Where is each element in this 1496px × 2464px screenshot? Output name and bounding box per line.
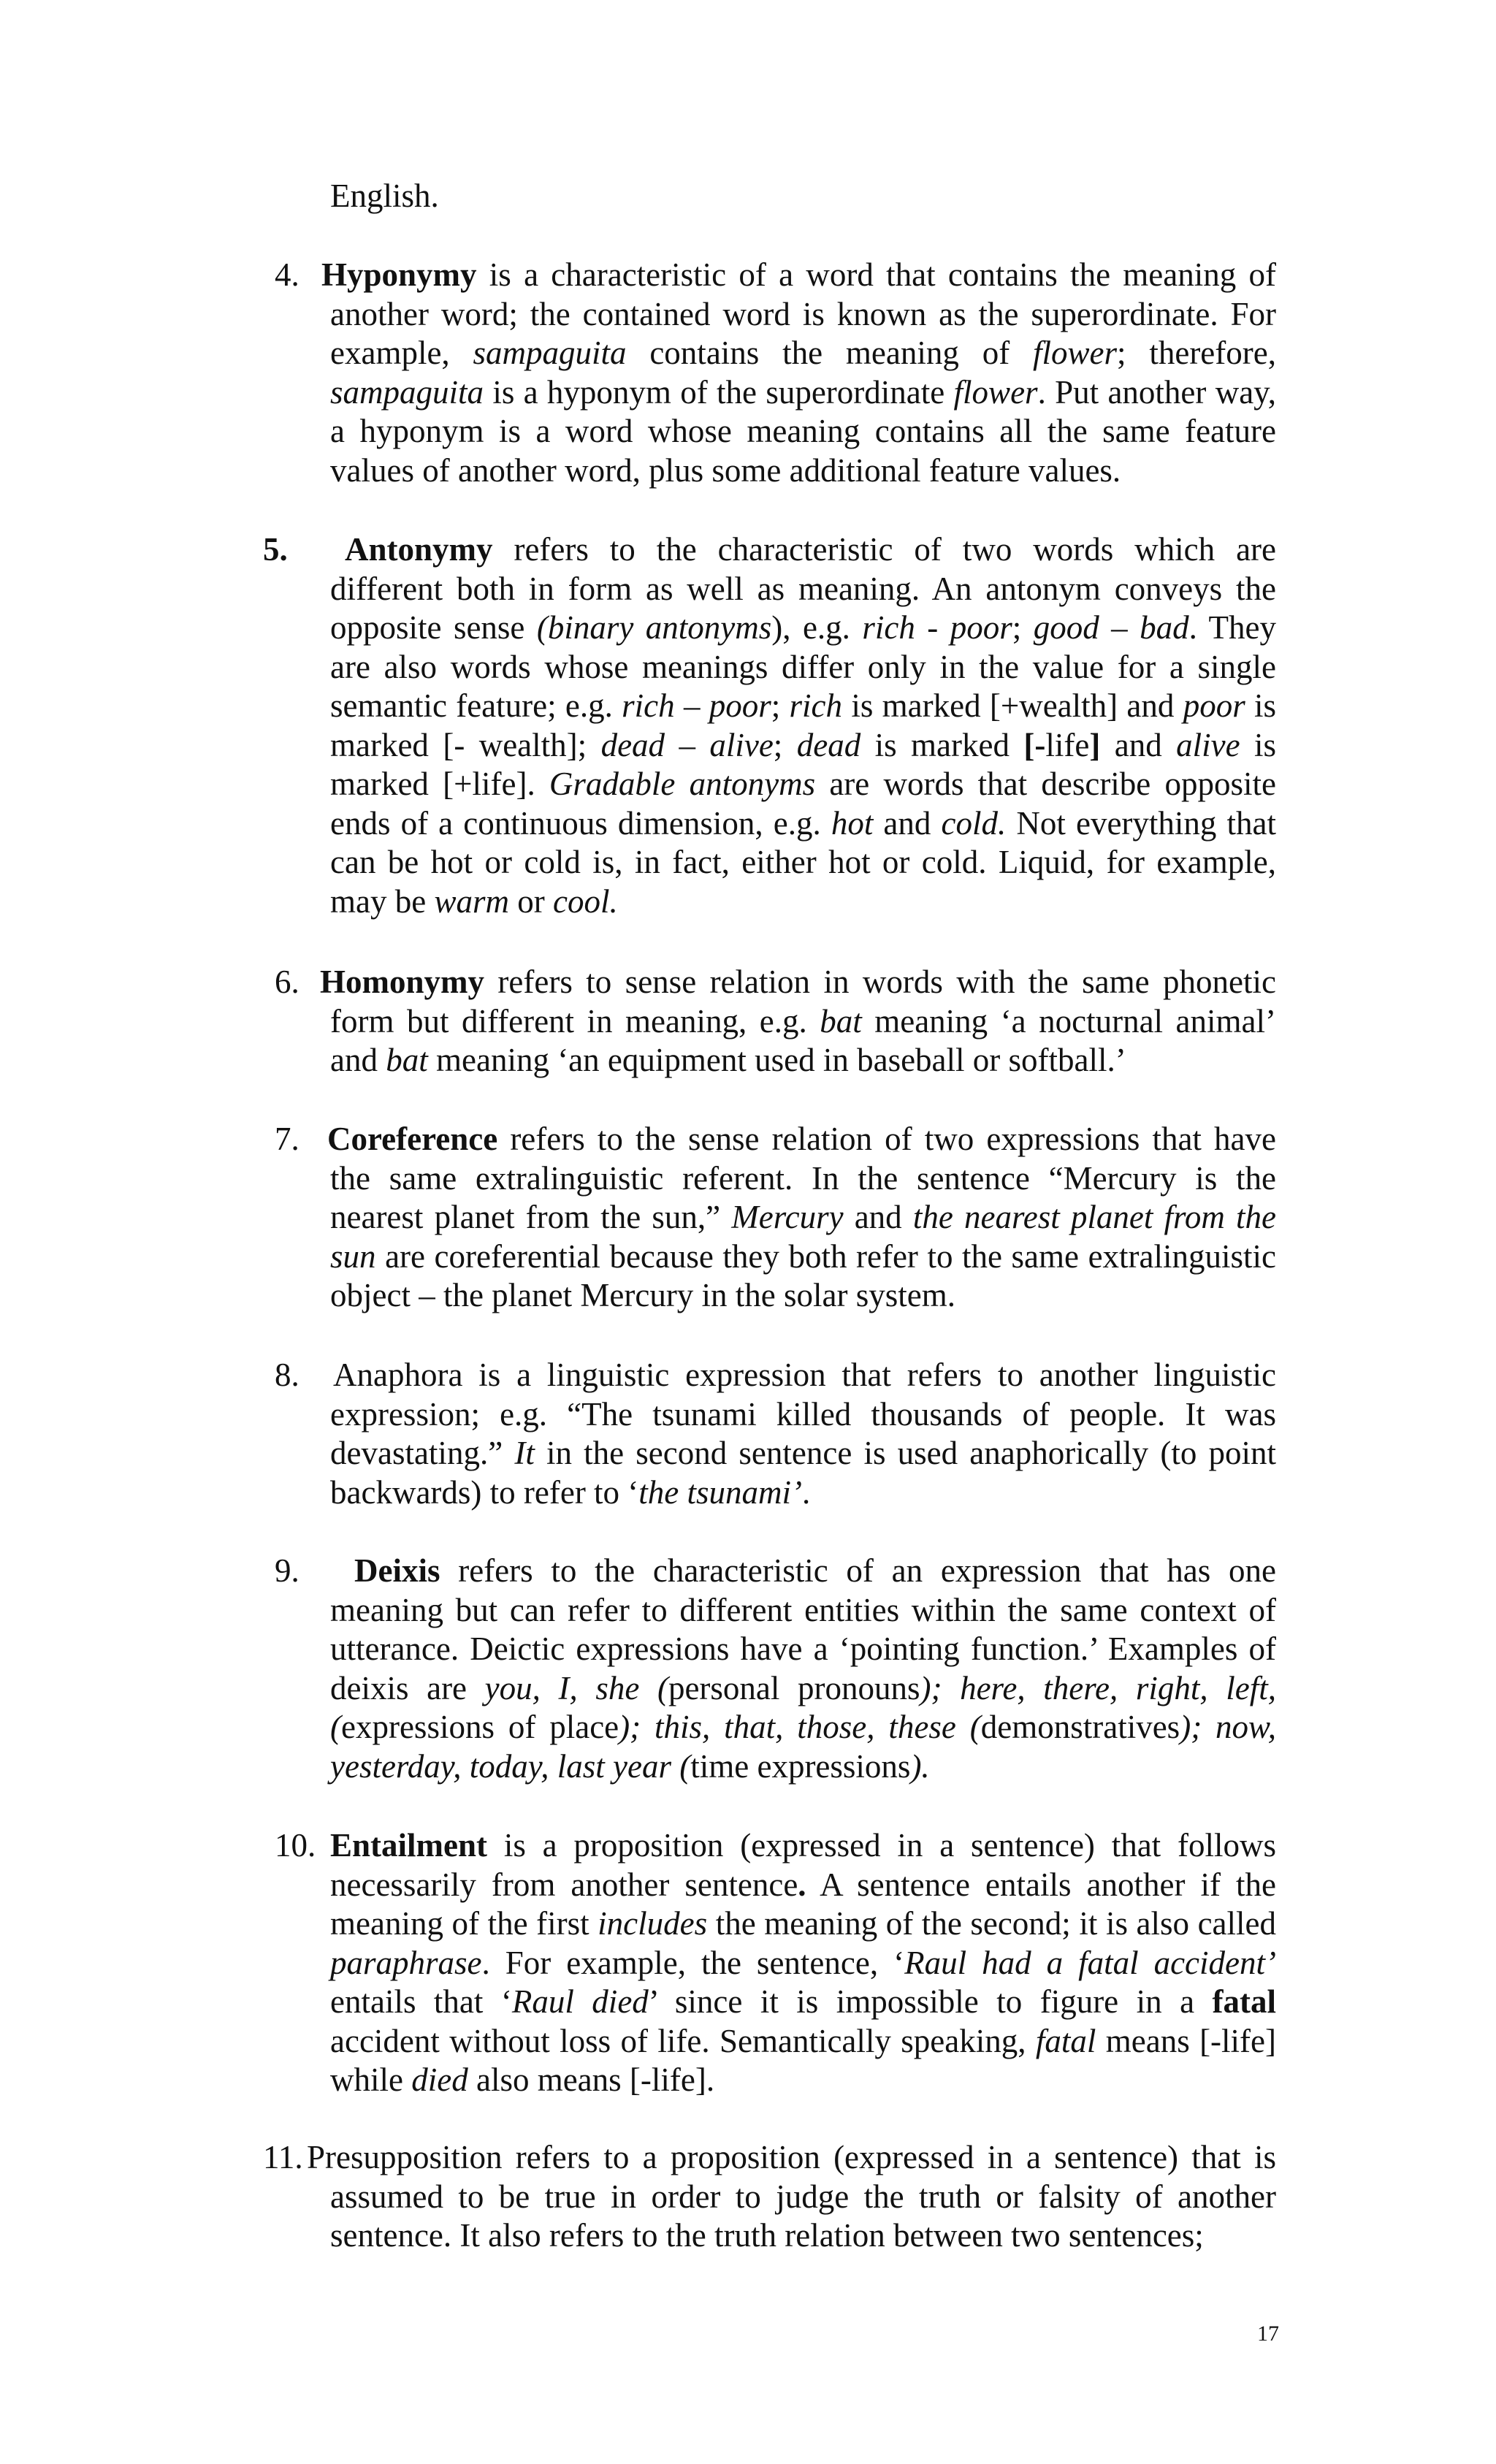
item-number: 5. [263,531,288,568]
item-number: 11. [263,2139,303,2175]
italic-run: flower [1033,335,1118,371]
text-run: refers to the characteristic of an expression that has one meaning but can refer to different entities within the same context of utterance. Deictic expressions have a ‘pointing function.’ Examples of deixis are [330,1552,1276,1706]
bold-run: fatal [1212,1983,1276,2020]
italic-run: the nearest planet from the sun [330,1199,1277,1275]
text-run: are words that describe opposite ends of a continuous dimension, e.g. [330,766,1276,842]
text-run: personal pronouns [668,1669,920,1706]
text-run: ’ since it is impossible to figure in a [648,1983,1213,2020]
bold-run: Antonymy [345,531,493,568]
bold-run: ] [1089,726,1101,763]
italic-run: fatal [1035,2022,1096,2059]
text-run: in the second sentence is used anaphorically (to point backwards) to refer to ‘ [330,1435,1276,1511]
text-run: ; [773,726,797,763]
italic-run: dead [796,726,861,763]
italic-run: Raul had a fatal accident’ [904,1944,1276,1981]
item-text [330,530,1276,921]
italic-run: ). [910,1747,930,1785]
italic-run: bat [820,1002,862,1040]
italic-run: flower [953,373,1038,411]
text-run: accident without loss of life. Semantically speaking, [330,2022,1036,2059]
text-run: refers to sense relation in words with the same phonetic form but different in meaning, e.g. [330,964,1276,1040]
bold-run: [- [1023,726,1046,763]
italic-run: cool. [552,882,618,920]
item-text [330,1826,1276,2100]
text-run: also means [-life]. [468,2061,715,2098]
item-number: 7. [275,1121,299,1157]
text-run: means [-life] while [330,2022,1276,2098]
item-text [307,2138,1276,2256]
text-run: . They are also words whose meanings differ only in the value for a single semantic feature; e.g. [330,609,1276,724]
italic-run: rich - poor [862,609,1012,646]
italic-run: dead – alive [600,726,774,763]
item-number: 4. [275,256,299,293]
text-run: meaning ‘an equipment used in baseball or softball.’ [427,1042,1126,1078]
page-number: 17 [1257,2322,1279,2346]
text-run: Not everything that can be hot or cold is, in fact, either hot or cold. Liquid, for example, may be [330,804,1277,920]
italic-run: bat [386,1042,428,1078]
text-run: Presupposition refers to a proposition (expressed in a sentence) that is assumed to be true in order to judge the truth or falsity of another sentence. It also refers to the truth relation between two sentences; [307,2139,1276,2254]
text-run: and [1100,726,1177,763]
text-run: refers to the characteristic of two words which are different both in form as well as meaning. An antonym conveys the opposite sense [330,531,1276,646]
list-item [275,1552,1276,1786]
text-run: ), e.g. [771,609,863,646]
item-number: 8. [275,1357,299,1393]
text-run: is marked [+life]. [330,726,1276,802]
italic-run: ); here, there, right, left, ( [330,1669,1276,1745]
text-run: ; therefore, [1117,335,1276,371]
item-text [327,1120,1277,1316]
text-run: and [873,804,942,842]
italic-run: includes [598,1905,708,1942]
text-run: contains the meaning of [626,335,1033,371]
text-run: entails that ‘ [330,1983,512,2020]
list-item [263,530,1277,921]
text-run: is marked [860,726,1024,763]
text-run: meaning ‘a nocturnal animal’ and [330,1002,1276,1078]
text-run: is a hyponym of the superordinate [484,373,954,411]
bold-run: Coreference [327,1121,498,1157]
italic-run: paraphrase [330,1944,482,1981]
text-run: is marked [- wealth]; [330,687,1277,763]
italic-run: ); this, that, those, these ( [619,1709,981,1745]
text-run: and [843,1199,913,1235]
item-text [330,1552,1276,1786]
italic-run: sampaguita [330,373,484,411]
italic-run: warm [434,882,509,920]
italic-run: the tsunami’ [638,1473,803,1511]
list-item [275,1120,1277,1316]
list-item [263,2138,1276,2256]
italic-run: poor [1183,687,1245,724]
bold-run: Entailment [330,1827,488,1864]
text-run: is a proposition (expressed in a sentence) that follows necessarily from another sentence [330,1827,1276,1903]
text-run: . Put another way, a hyponym is a word whose meaning contains all the same feature values of another word, plus some additional feature values. [330,373,1277,489]
text-run: ; [771,687,790,724]
italic-run: ); now, yesterday, today, last year ( [330,1709,1276,1785]
list-item [275,1826,1277,2100]
italic-run: good – bad [1033,609,1189,646]
italic-run: died [411,2061,468,2098]
text-run: . For example, the sentence, ‘ [481,1944,905,1981]
italic-run: rich [789,687,843,724]
text-run: or [508,882,553,920]
text-run: time expressions [690,1747,911,1785]
text-run: are coreferential because they both refer to the same extralinguistic object – the planet Mercury in the solar system. [330,1237,1276,1313]
text-run: is marked [+wealth] and [842,687,1183,724]
item-number: 10. [275,1827,316,1864]
text-run: refers to the sense relation of two expressions that have the same extralinguistic referent. In the sentence “Mercury is the nearest planet from the sun,” [330,1121,1276,1235]
item-text [321,256,1277,490]
text-run: demonstratives [980,1709,1180,1745]
text-run: is a characteristic of a word that contains the meaning of another word; the contained word is known as the superordinate. For example, [330,256,1276,371]
item-text [320,963,1276,1080]
bold-run: Hyponymy [321,256,477,293]
list-item [275,963,1276,1080]
italic-run: you, I, she ( [484,1669,668,1706]
text-run: A sentence entails another if the meaning of the first [330,1866,1276,1942]
bold-run: Homonymy [320,964,484,1000]
italic-run: (binary antonyms [536,609,772,646]
italic-run: Raul died [511,1983,649,2020]
italic-run: Gradable antonyms [549,766,816,802]
text-run: . [802,1473,811,1511]
text-run: life [1045,726,1090,763]
item-text [330,1356,1276,1512]
italic-run: Mercury [731,1199,844,1235]
italic-run: rich – poor [622,687,771,724]
list-item [275,1356,1276,1512]
italic-run: cold. [941,804,1007,842]
italic-run: It [514,1435,535,1471]
item-number: 6. [275,964,299,1000]
text-run: ; [1012,609,1034,646]
list-item [275,256,1277,490]
bold-run: . [798,1866,806,1903]
italic-run: hot [831,804,874,842]
text-run: expressions of place [341,1709,619,1745]
bold-run: Deixis [354,1552,440,1589]
item-number: 9. [275,1552,299,1589]
text-run: Anaphora is a linguistic expression that refers to another linguistic expression; e.g. “The tsunami killed thousands of people. It was devastating.” [330,1357,1276,1471]
italic-run: alive [1176,726,1240,763]
text-run: the meaning of the second; it is also called [707,1905,1277,1942]
italic-run: sampaguita [473,335,627,371]
continued-text: English. [330,178,439,214]
